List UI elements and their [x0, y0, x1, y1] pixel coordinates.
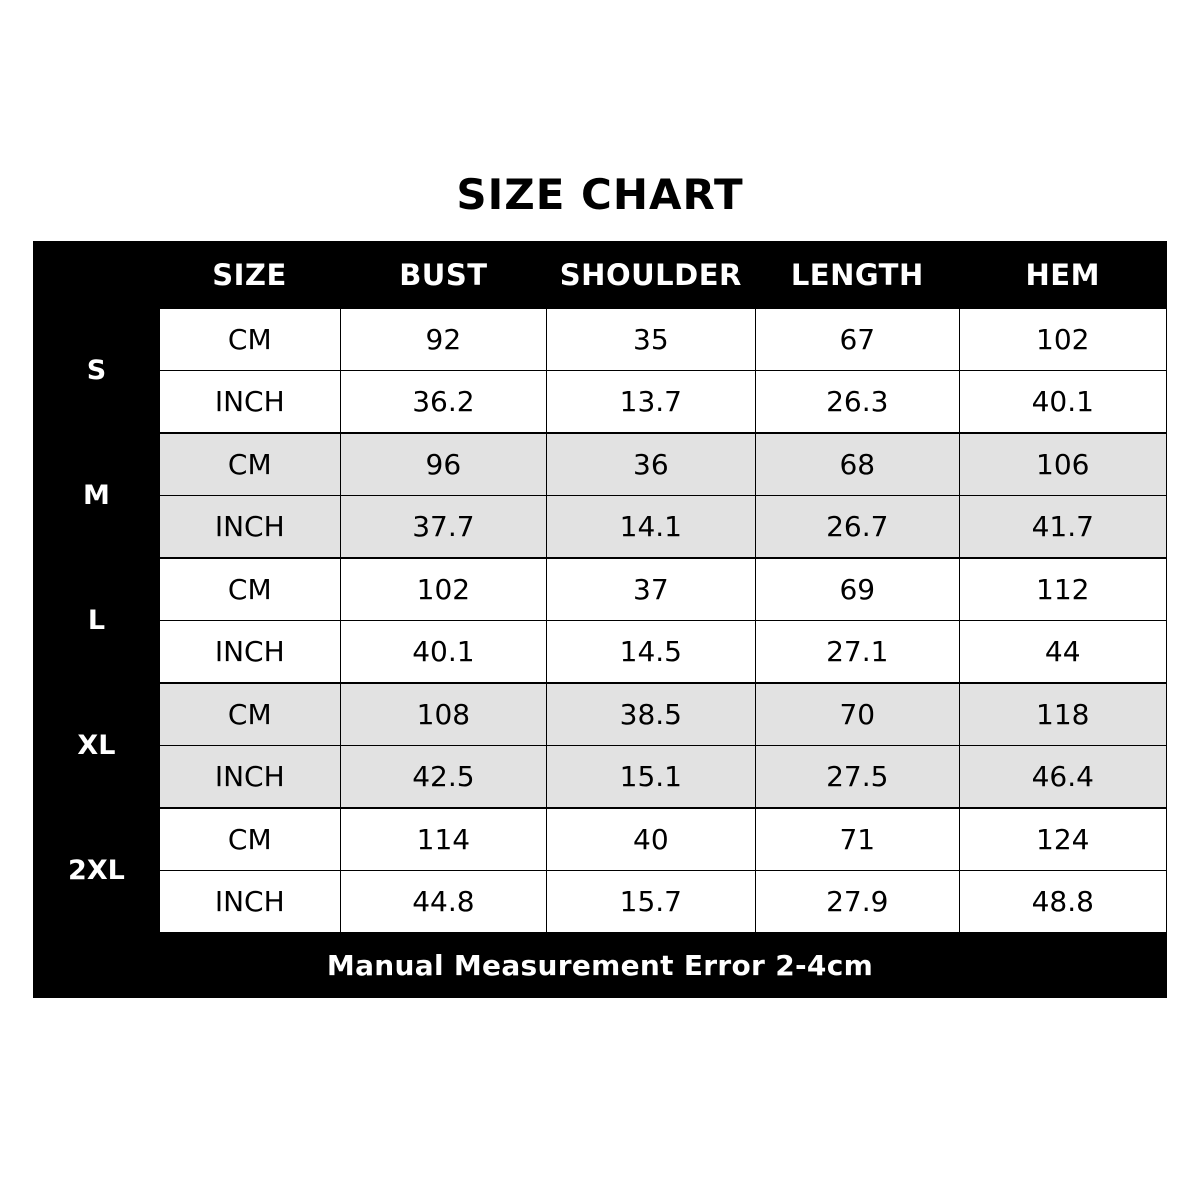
- length-value: 26.3: [755, 371, 959, 434]
- table-row: [34, 871, 1166, 934]
- table-row: [34, 496, 1166, 559]
- bust-value: 96: [340, 433, 546, 496]
- hem-value: 102: [960, 308, 1167, 371]
- unit-cell: CM: [159, 308, 340, 371]
- shoulder-value: 15.1: [547, 746, 755, 809]
- header-row: [34, 242, 1166, 308]
- size-chart-container: [33, 170, 1167, 998]
- table-header: [34, 242, 1166, 308]
- bust-value: 36.2: [340, 371, 546, 434]
- bust-value: 92: [340, 308, 546, 371]
- unit-cell: INCH: [159, 746, 340, 809]
- size-label-2xl: 2XL: [34, 808, 159, 933]
- hem-value: 44: [960, 621, 1167, 684]
- page-title: SIZE CHART: [456, 170, 744, 219]
- length-value: 67: [755, 308, 959, 371]
- size-label-m: M: [34, 433, 159, 558]
- bust-value: 37.7: [340, 496, 546, 559]
- unit-cell: CM: [159, 683, 340, 746]
- length-value: 27.9: [755, 871, 959, 934]
- unit-cell: CM: [159, 558, 340, 621]
- length-value: 69: [755, 558, 959, 621]
- hem-value: 112: [960, 558, 1167, 621]
- hem-value: 118: [960, 683, 1167, 746]
- hem-value: 48.8: [960, 871, 1167, 934]
- table-row: [34, 683, 1166, 746]
- bust-value: 40.1: [340, 621, 546, 684]
- hem-value: 106: [960, 433, 1167, 496]
- table-body: [34, 308, 1166, 997]
- header-hem: HEM: [960, 242, 1167, 308]
- length-value: 70: [755, 683, 959, 746]
- length-value: 71: [755, 808, 959, 871]
- size-chart-table: [33, 241, 1167, 998]
- bust-value: 108: [340, 683, 546, 746]
- header-shoulder: SHOULDER: [547, 242, 755, 308]
- table-row: [34, 621, 1166, 684]
- unit-cell: INCH: [159, 621, 340, 684]
- shoulder-value: 15.7: [547, 871, 755, 934]
- length-value: 27.1: [755, 621, 959, 684]
- measurement-note: Manual Measurement Error 2-4cm: [34, 933, 1166, 997]
- header-bust: BUST: [340, 242, 546, 308]
- hem-value: 124: [960, 808, 1167, 871]
- length-value: 27.5: [755, 746, 959, 809]
- unit-cell: INCH: [159, 371, 340, 434]
- length-value: 68: [755, 433, 959, 496]
- table-row: [34, 746, 1166, 809]
- length-value: 26.7: [755, 496, 959, 559]
- bust-value: 42.5: [340, 746, 546, 809]
- bust-value: 102: [340, 558, 546, 621]
- unit-cell: INCH: [159, 871, 340, 934]
- shoulder-value: 37: [547, 558, 755, 621]
- table-row: [34, 371, 1166, 434]
- bust-value: 44.8: [340, 871, 546, 934]
- table-row: [34, 308, 1166, 371]
- header-size: SIZE: [159, 242, 340, 308]
- table-row: [34, 433, 1166, 496]
- shoulder-value: 35: [547, 308, 755, 371]
- bust-value: 114: [340, 808, 546, 871]
- shoulder-value: 36: [547, 433, 755, 496]
- size-label-s: S: [34, 308, 159, 433]
- shoulder-value: 14.5: [547, 621, 755, 684]
- footnote-row: [34, 933, 1166, 997]
- table-row: [34, 558, 1166, 621]
- hem-value: 40.1: [960, 371, 1167, 434]
- header-length: LENGTH: [755, 242, 959, 308]
- unit-cell: INCH: [159, 496, 340, 559]
- header-corner-blank: [34, 242, 159, 308]
- shoulder-value: 14.1: [547, 496, 755, 559]
- unit-cell: CM: [159, 808, 340, 871]
- hem-value: 41.7: [960, 496, 1167, 559]
- shoulder-value: 13.7: [547, 371, 755, 434]
- shoulder-value: 40: [547, 808, 755, 871]
- size-label-l: L: [34, 558, 159, 683]
- shoulder-value: 38.5: [547, 683, 755, 746]
- table-row: [34, 808, 1166, 871]
- unit-cell: CM: [159, 433, 340, 496]
- hem-value: 46.4: [960, 746, 1167, 809]
- size-label-xl: XL: [34, 683, 159, 808]
